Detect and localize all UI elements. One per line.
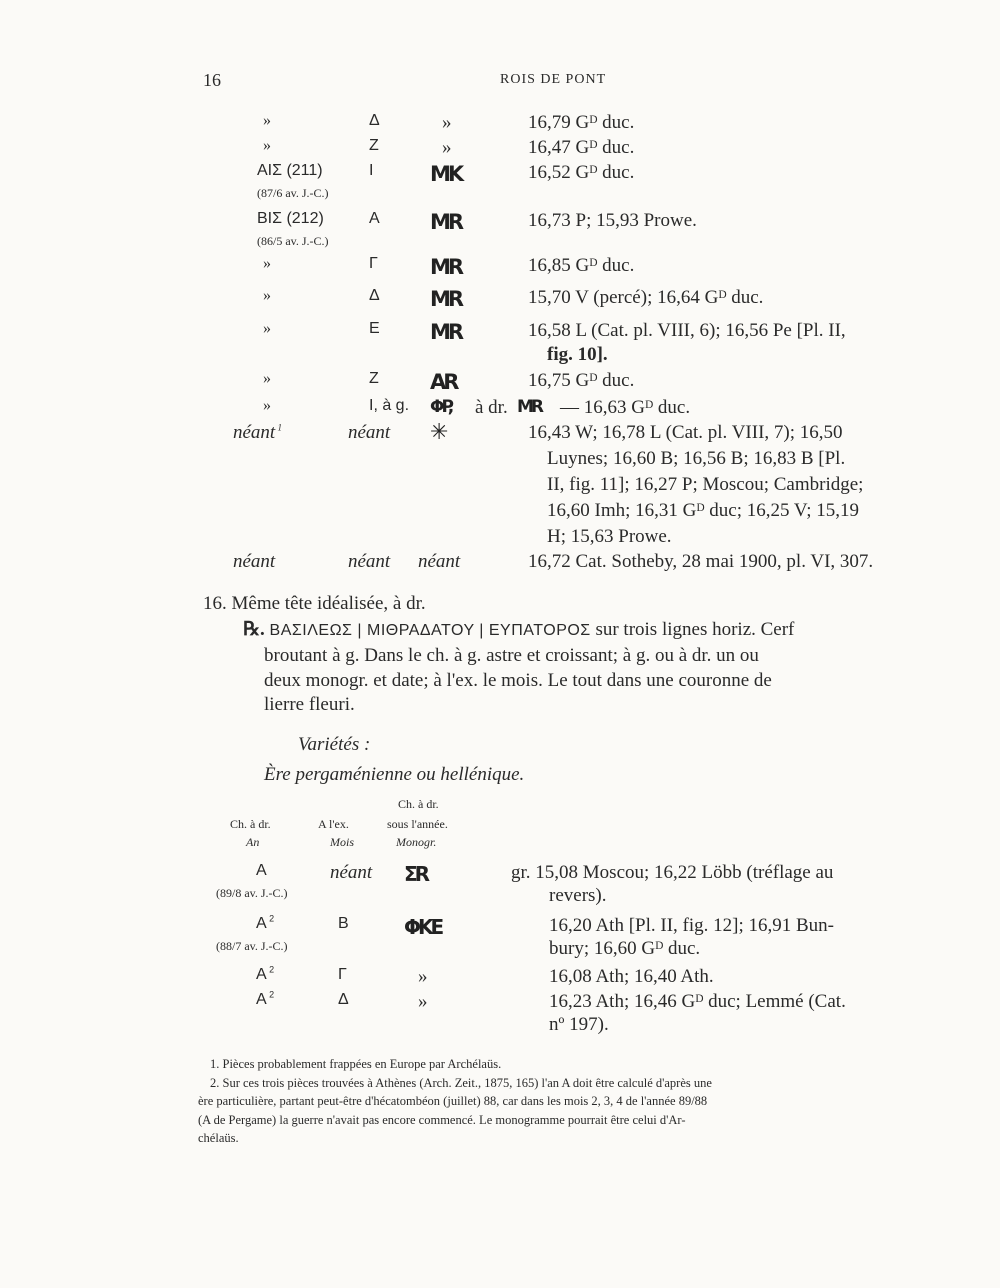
entry-16-obverse [203,593,426,615]
t2-year: A [256,862,267,879]
footnote-line: 1. Pièces probablement frappées en Europe par Archélaüs. [210,1057,502,1071]
t1-month: Γ [369,255,378,272]
t1-detail: 16,58 L (Cat. pl. VIII, 6); 16,56 Pe [Pl. II, [528,320,846,341]
t1-detail: 16,73 P; 15,93 Prowe. [528,210,697,231]
t1-detail: Luynes; 16,60 B; 16,56 B; 16,83 B [Pl. [547,448,846,469]
monogram-glyph: MK [430,162,462,186]
footnote-line: chélaüs. [198,1131,239,1145]
page-number: 16 [203,70,221,90]
t1-mono-text: à dr. [475,397,508,418]
t2-year: A $^2$ [256,989,275,1008]
footnote-line: (A de Pergame) la guerre n'avait pas encore commencé. Le monogramme pourrait être celui d'Ar- [198,1112,686,1127]
t1-year: BIΣ (212) [257,210,324,227]
t1-year: » [263,112,271,129]
t2-detail: 16,20 Ath [Pl. II, fig. 12]; 16,91 Bun- [549,915,834,936]
t2-header-mono-1: Ch. à dr. [398,797,439,811]
t1-year: » [263,287,271,304]
t1-month: Z [369,370,379,387]
reverse-text-4: lierre fleuri. [264,694,355,715]
obverse-text: Même tête idéalisée, à dr. [231,593,426,614]
t1-month: Z [369,137,379,154]
t1-detail: 16,43 W; 16,78 L (Cat. pl. VIII, 7); 16,50 [528,422,843,443]
t1-month: I [369,162,374,179]
t1-year: AIΣ (211) [257,162,323,179]
t1-year: » [263,320,271,337]
entry-number: 16. [203,593,227,614]
t2-year-note: (89/8 av. J.-C.) [216,886,288,900]
t1-detail: H; 15,63 Prowe. [547,526,672,547]
footnote-ref: 2 [266,964,275,975]
footnote-line: ère particulière, partant peut-être d'hécatombéon (juillet) 88, car dans les mois 2, 3, 4 de l'année 89/88 [198,1094,708,1108]
t1-year-note: (87/6 av. J.-C.) [257,186,329,200]
t1-detail: 16,52 Gᴰ duc. [528,162,635,183]
monogram-glyph: ΣR [404,862,428,886]
t2-detail: gr. 15,08 Moscou; 16,22 Löbb (tréflage au [511,862,834,883]
t2-header-mono-2: sous l'année. [387,817,448,831]
t1-detail-cont: fig. 10]. [547,344,608,365]
greek-legend: ΒΑΣΙΛΕΩΣ | ΜΙΘΡΑΔΑΤΟΥ | ΕΥΠΑΤΟΡΟΣ [269,622,591,639]
monogram-glyph: ✳ [430,420,446,445]
t2-year: A $^2$ [256,964,275,983]
reverse-text-2: broutant à g. Dans le ch. à g. astre et croissant; à g. ou à dr. un ou [264,645,759,666]
t1-month: I, à g. [369,397,410,414]
reverse-mark: ℞. [243,619,265,640]
t1-year: néant [233,551,276,572]
t2-header-year-sub: An [246,835,260,849]
monogram-glyph: MR [430,320,462,344]
t2-detail: 16,08 Ath; 16,40 Ath. [549,966,714,987]
t2-detail: bury; 16,60 Gᴰ duc. [549,938,701,959]
t2-header-month: A l'ex. [318,817,349,831]
reverse-text-3: deux monogr. et date; à l'ex. le mois. Le tout dans une couronne de [264,670,772,691]
t1-mono: néant [418,551,461,572]
monogram-glyph: AR [430,370,457,394]
t2-header-year: Ch. à dr. [230,817,271,831]
t1-month: Δ [369,112,380,129]
t1-year: » [263,370,271,387]
footnote-line: 2. Sur ces trois pièces trouvées à Athènes (Arch. Zeit., 1875, 165) l'an A doit être calculé d'après une [210,1075,712,1090]
t1-detail: 16,47 Gᴰ duc. [528,137,635,158]
monogram-glyph: MR [517,397,542,417]
monogram-glyph: ΦP, [430,397,452,417]
t1-month: néant [348,551,391,572]
era-heading: Ère pergaménienne ou hellénique. [264,764,525,785]
t1-year-note: (86/5 av. J.-C.) [257,234,329,248]
t1-detail: — 16,63 Gᴰ duc. [560,397,691,418]
t1-year: » [263,397,271,414]
t1-month: Δ [369,287,380,304]
running-title: ROIS DE PONT [500,72,607,87]
t1-detail: 16,75 Gᴰ duc. [528,370,635,391]
t1-month: néant [348,422,391,443]
footnote-ref: 2 [266,913,275,924]
t1-year: néant $^1$ [233,422,282,443]
t2-year-note: (88/7 av. J.-C.) [216,939,288,953]
t2-header-month-sub: Mois [330,835,354,849]
t1-mono: » [442,137,452,158]
monogram-glyph: ΦKE [404,915,442,939]
t2-detail: revers). [549,885,607,906]
t2-month: Γ [338,966,347,983]
monogram-glyph: MR [430,287,462,311]
footnote-ref: 1 [275,422,282,433]
t2-month: Δ [338,991,349,1008]
varietes-heading: Variétés : [298,734,371,755]
t1-detail: 16,79 Gᴰ duc. [528,112,635,133]
t2-detail: nº 197). [549,1014,609,1035]
t2-detail: 16,23 Ath; 16,46 Gᴰ duc; Lemmé (Cat. [549,991,846,1012]
t1-detail: 16,72 Cat. Sotheby, 28 mai 1900, pl. VI, 307. [528,551,874,572]
t2-mono: » [418,966,428,987]
footnote-ref: 2 [266,989,275,1000]
t2-month: B [338,915,349,932]
monogram-glyph: MR [430,255,462,279]
t2-month: néant [330,862,373,883]
t1-year: » [263,255,271,272]
t2-year: A $^2$ [256,913,275,932]
t1-detail: II, fig. 11]; 16,27 P; Moscou; Cambridge; [547,474,864,495]
reverse-text-1: sur trois lignes horiz. Cerf [595,619,795,640]
entry-16-reverse-line1 [243,618,794,641]
t1-month: E [369,320,380,337]
t1-detail: 16,85 Gᴰ duc. [528,255,635,276]
monogram-glyph: MR [430,210,462,234]
t2-mono: » [418,991,428,1012]
t1-detail: 16,60 Imh; 16,31 Gᴰ duc; 16,25 V; 15,19 [547,500,859,521]
t1-mono: » [442,112,452,133]
t1-month: A [369,210,380,227]
t2-header-mono-sub: Monogr. [396,835,437,849]
t1-detail: 15,70 V (percé); 16,64 Gᴰ duc. [528,287,764,308]
t1-year: » [263,137,271,154]
